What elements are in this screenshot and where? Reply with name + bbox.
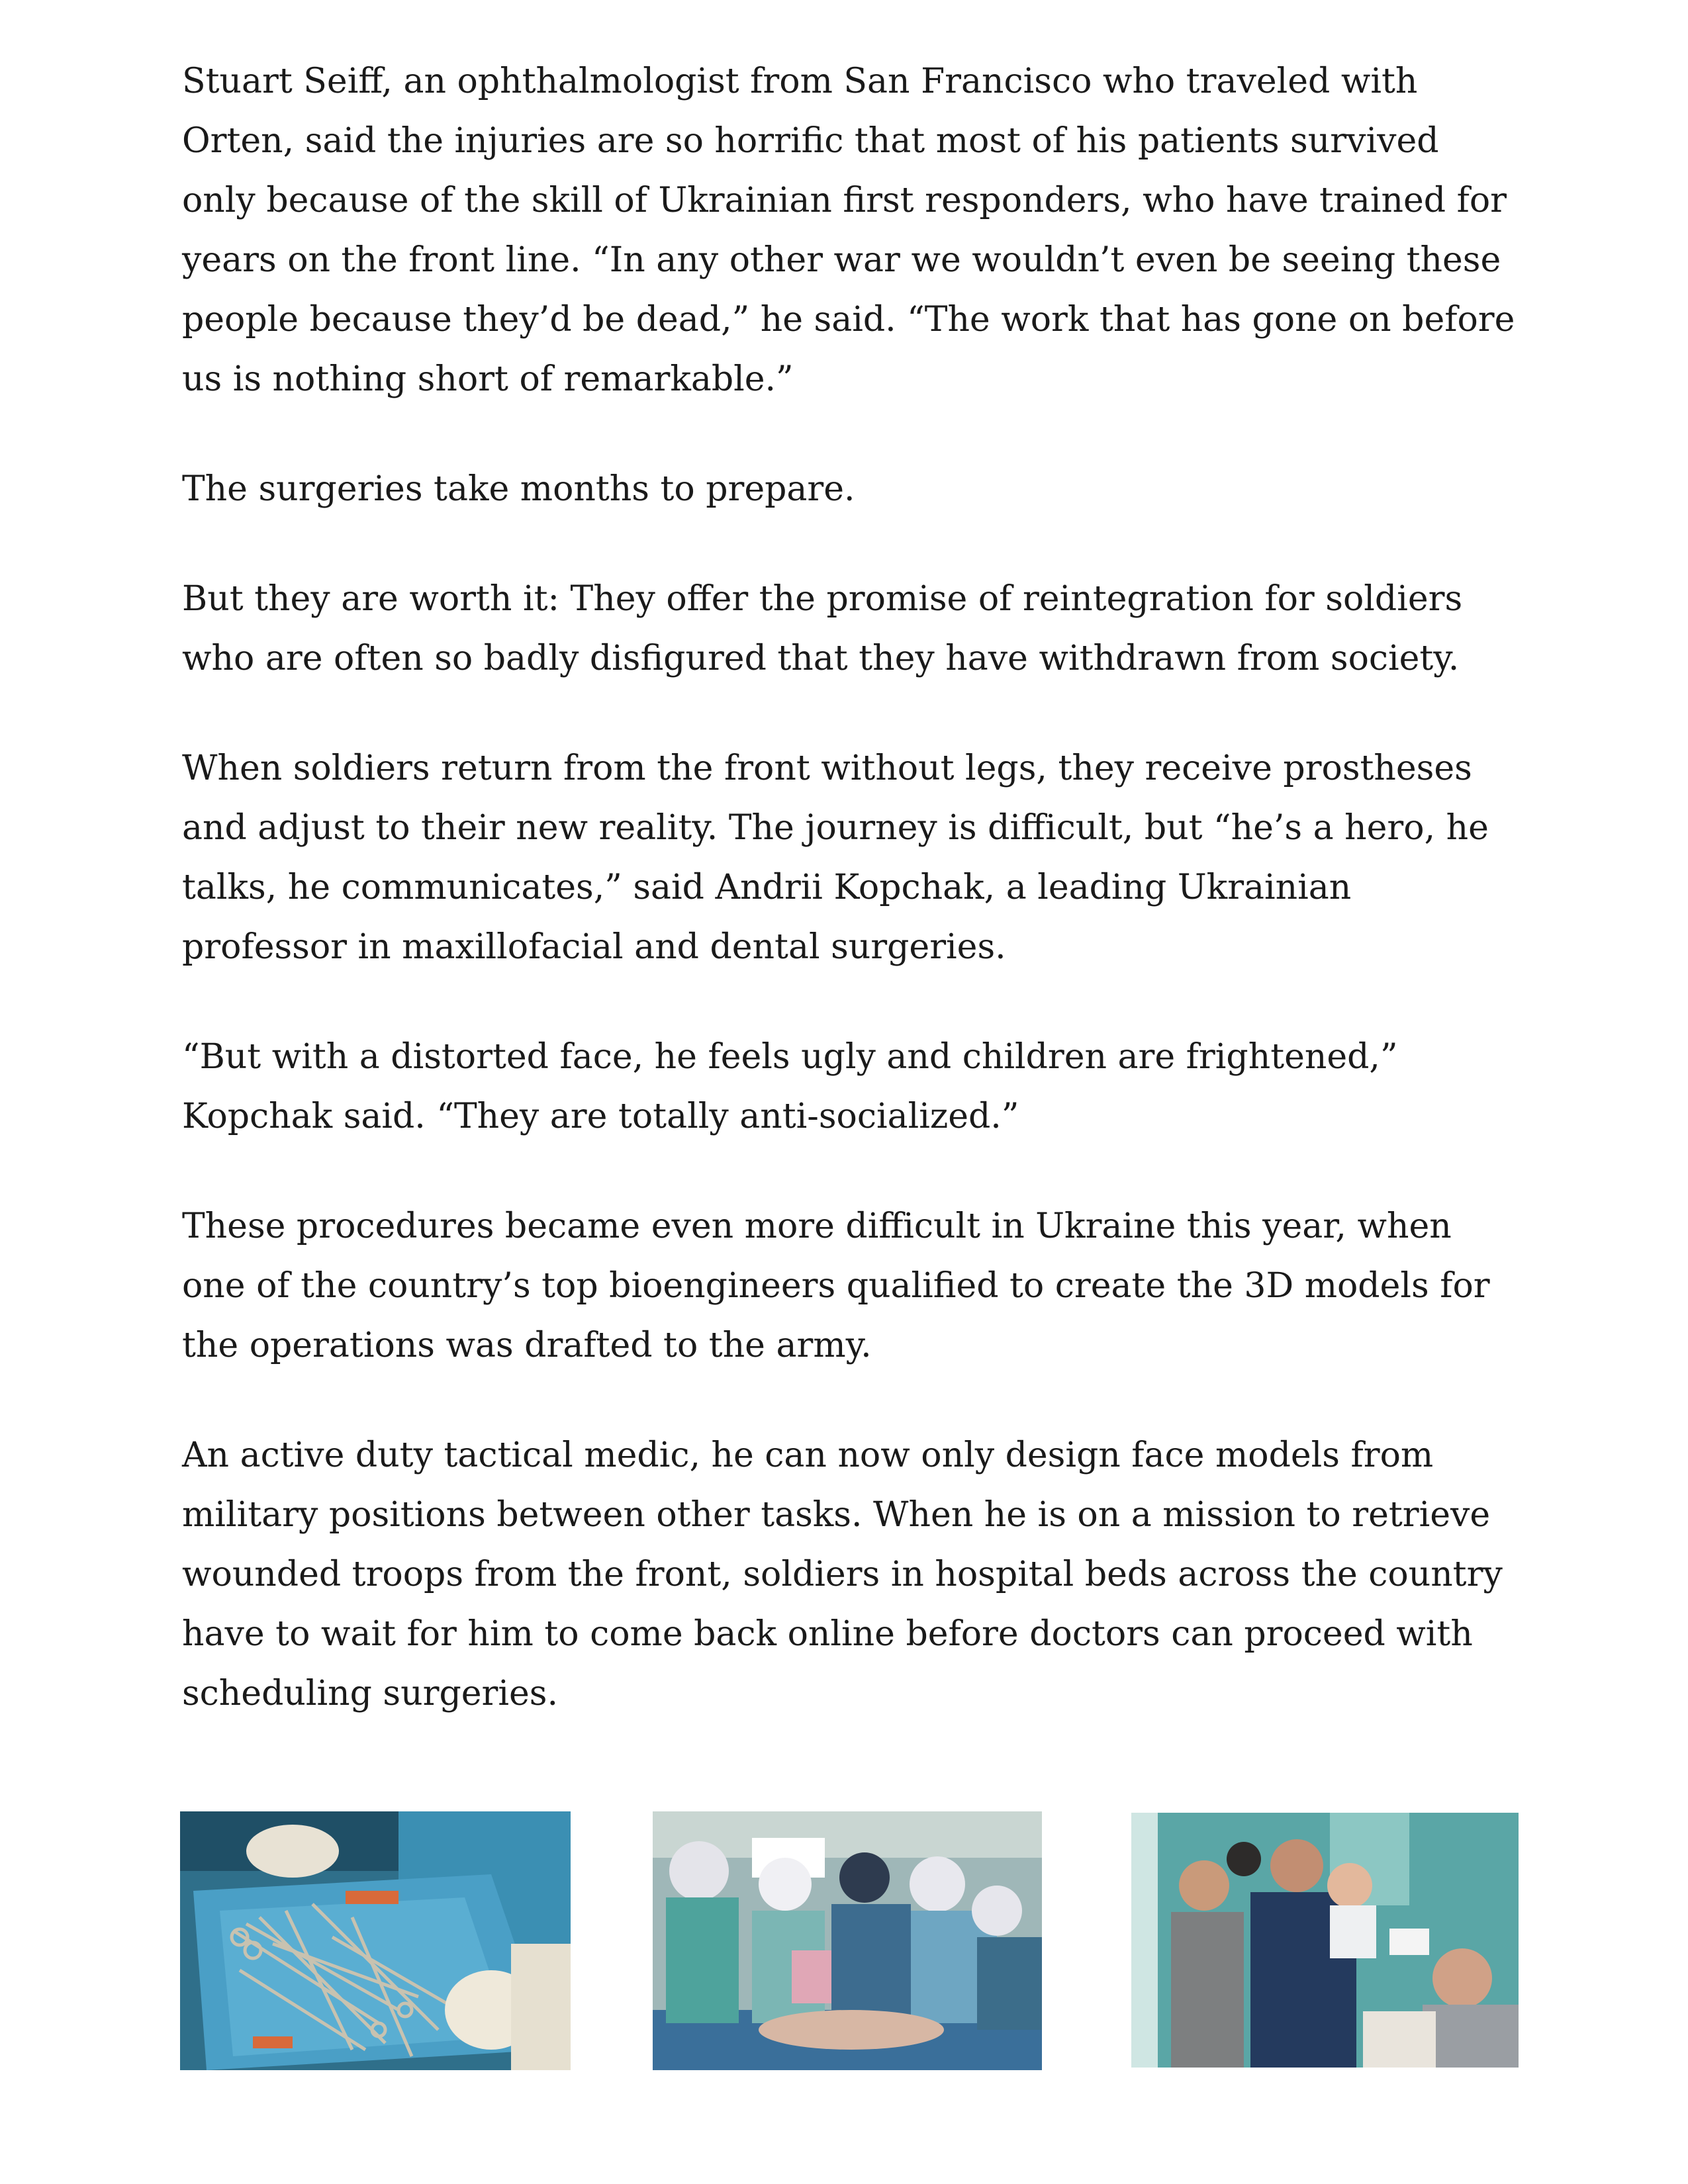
paragraph-prostheses: When soldiers return from the front without legs, they receive prostheses and adjust to their new reality. The journey is difficult, but “he’s a hero, he talks, he communicates,” said Andrii Kopchak, a leading Ukrainian professor in maxillofacial and dental surgeries. xyxy=(182,749,1489,967)
photo-surgical-team xyxy=(653,1811,1042,2070)
paragraph-distorted-face: “But with a distorted face, he feels ugly and children are frightened,” Kopchak said. “They are totally anti-socialized.” xyxy=(182,1037,1398,1136)
paragraph-bioengineer-drafted: These procedures became even more difficult in Ukraine this year, when one of the country’s top bioengineers qualified to create the 3D models for the operations was drafted to the army. xyxy=(182,1206,1490,1365)
article-body xyxy=(182,52,1519,1774)
photo-row xyxy=(0,1811,1688,2076)
paragraph-reintegration: But they are worth it: They offer the promise of reintegration for soldiers who are often so badly disfigured that they have withdrawn from society. xyxy=(182,579,1463,678)
paragraph-surgeries-prep: The surgeries take months to prepare. xyxy=(182,469,855,509)
paragraph-seiff-quote: Stuart Seiff, an ophthalmologist from San Francisco who traveled with Orten, said the injuries are so horrific that most of his patients survived only because of the skill of Ukrainian first responders, who have trained for years on the front line. “In any other war we wouldn’t even be seeing these people because they’d be dead,” he said. “The work that has gone on before us is nothing short of remarkable.” xyxy=(182,62,1515,399)
paragraph-tactical-medic: An active duty tactical medic, he can now only design face models from military positions between other tasks. When he is on a mission to retrieve wounded troops from the front, soldiers in hospital beds across the country have to wait for him to come back online before doctors can proceed with scheduling surgeries. xyxy=(182,1435,1503,1713)
photo-surgical-instruments xyxy=(180,1811,571,2070)
photo-patient-examination xyxy=(1131,1813,1519,2068)
